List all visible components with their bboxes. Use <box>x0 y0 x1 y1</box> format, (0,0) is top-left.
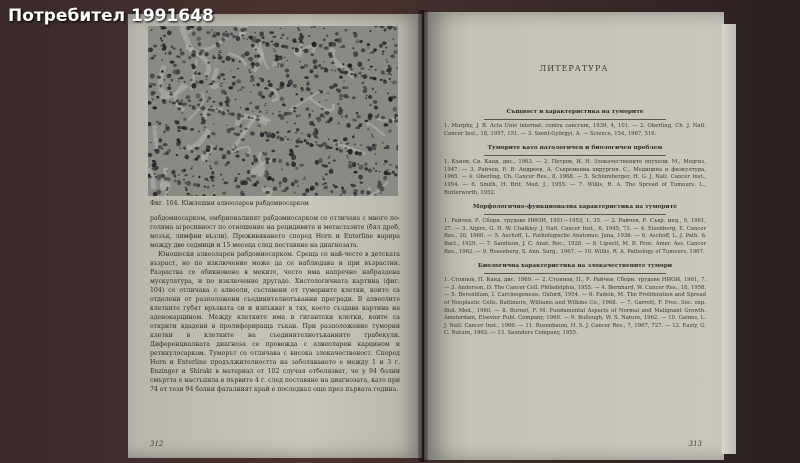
right-page <box>424 12 724 460</box>
literature-heading: ЛИТЕРАТУРА <box>539 64 609 73</box>
figure-caption: Фиг. 104. Южлешни алвеоларен рабдомиосарком <box>150 200 309 207</box>
page-stack-edge <box>722 24 736 454</box>
paragraph: Юношески алвеоларен рабдомиосарком. Среща се най-често в детската възраст, но по изключение може да се наблюдава и при възрастни. Разраства се обикновено в меките, често има напречно набраздена мускулатура, и по изключение другаде. Хистологичната картина (фиг. 104) се отличава с алвеоли, съставени от туморните клетки, които са отделени от разположени съединителнотъканни прегради. В алвеолите клетките губят връзката си и изпъкват в тях, което създава картина на аденокарцином. Между клетките има и гигантски клетки, които са открити вдадени в пролиферираща тъкан. При разположение туморни клетки в клетките на съединителнотъканните трабекули. Диференциалната диагноза се провежда с алвеоларен карцином и ретикулосарком. Туморът се отличава с висока злокачественост. Според Horn и Enterline продължителността на заболяването е между 1 и 3 г. Enzinger и Shiraki в материал от 102 случая отбелязват, че у 94 болни смъртта е настъпила в първите 4 г. след поставяне на диагнозата, като при 74 от тези 94 болни фаталният край е последвал още през първата година. <box>150 251 400 393</box>
paragraph: рабдомиосарком, ембрионалният рабдомиосарком се отличава с много по-голяма агресивност по отношение на рецидивите и метастазите (бял дроб, мозък, лимфни възли). Преживяването според Horn и Enterline варира между две седмици и 15 месеца след поставяне на диагнозата. <box>150 215 400 249</box>
divider <box>484 119 666 120</box>
divider <box>484 214 666 215</box>
left-body-text <box>150 214 400 394</box>
section-title: Същност и характеристика на туморите <box>506 109 644 115</box>
book-gutter <box>418 10 428 462</box>
reference-entry: 1. Кънев, Св. Канд. дис., 1963. — 2. Петров, И. Н. Злокачествените опухоли. М., Медгиз, 1947. — 3. Райчев, Р. В: Андреев, А. Съвременна хирургия. С., Медицина и физкултура, 1965. — 4. Oberling, Ch. Cancer Res., 8, 1968. — 5. Schlumberger, H. G. J. Natl. Cancer Inst., 1954. — 6. Smith, H. Brit. Med. J., 1955. — 7. Willis, R. A. The Spread of Tumours. L., Butterworth, 1952. <box>444 159 706 196</box>
histology-figure <box>148 26 398 196</box>
uploader-watermark: Потребител 1991648 <box>8 6 214 26</box>
reference-entry: 1. Стоянов, П. Канд. дис. 1969. — 2. Стоянов, П., Р. Райчев. Сборн. трудове НИОИ, 1961, 7. — 3. Anderson, D. The Cancer Cell. Philadelphia, 1955. — 4. Bernhard, W. Cancer Res., 18, 1958. — 5. Berenblum, I. Carcinogenesis. Oxford, 1954. — 6. Fadeik, M. The Proliferation and Spread of Neoplastic Cells. Baltimore, Williams and Wilkins Co., 1968. — 7. Garrett, F. Proc. Soc. exp. Biol. Med., 1960. — 8. Burnet, F. M. Fundamental Aspects of Normal and Malignant Growth. Amsterdam, Elsevier Publ. Company, 1960. — 9. Bullough, W. S. Nature, 1962. — 10. Gaines, L. J. Natl. Cancer Inst., 1966. — 11. Rosenbaum, H. S. J. Cancer Res., 7, 1967, 727. — 12. Easty, G. C. Nature, 1962. — 13. Saunders Company, 1955. <box>444 277 706 337</box>
section-title: Биологична характеристика на злокачествените тумори <box>477 263 673 270</box>
section-title: Туморите като патологичен и биологичен проблем <box>487 145 663 152</box>
micrograph-image <box>148 26 398 196</box>
references-block <box>444 102 706 338</box>
section-title: Морфологично-функционална характеристика на туморите <box>473 204 677 211</box>
divider <box>484 155 666 156</box>
page-number-right: 313 <box>688 440 702 448</box>
left-page <box>128 14 422 458</box>
page-number-left: 312 <box>150 440 164 448</box>
reference-entry: 1. Райчев, Р. Сборн. трудове НИОИ, 1951—1953, 1, 35. — 2. Райчев, Р. Съвр. мед., 9, 1961, 27. — 3. Algire, G. H. W. Chalkley. J. Natl. Cancer Inst., 6, 1945, 73. — 4. Eisenberg, E. Cancer Res., 20, 1960. — 5. Aschoff, L. Pathologische Anatomie. Jena, 1936. — 6. Aschoff, L. J. Path. & Bact., 1929. — 7. Sandison, J. C. Anat. Rec., 1928. — 8. Lipsett, M. B. Proc. Amer. Ass. Cancer Res., 1962. — 9. Rosenberg, S. Ann. Surg., 1967. — 10. Willis, R. A. Pathology of Tumours, 1967. <box>444 218 706 255</box>
reference-entry: 1. Murphy, J. B. Acta Unio internat. contra cancrum, 1939, 4, 101. — 2. Oberling, Ch. J. Natl. Cancer Inst., 18, 1957, 151. — 3. Szent-Györgyi, A. — Science, 154, 1967, 516. <box>444 123 706 137</box>
divider <box>484 273 666 274</box>
